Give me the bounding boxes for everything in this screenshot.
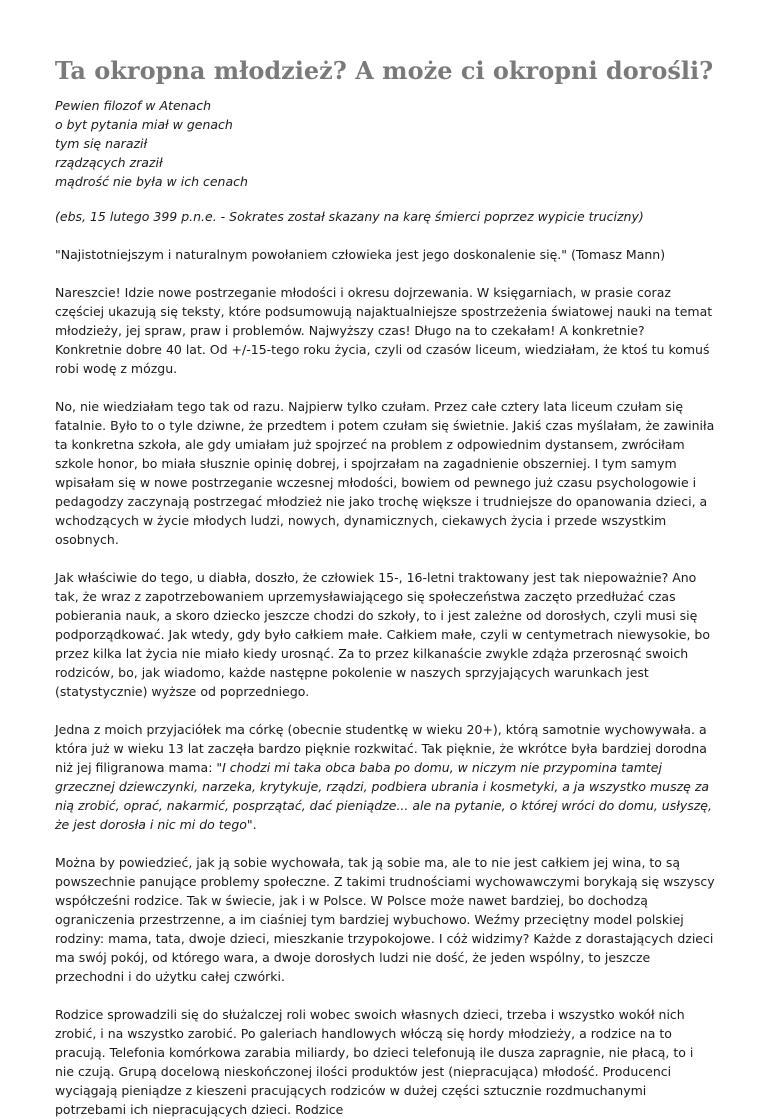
- poem-line: mądrość nie była w ich cenach: [55, 174, 248, 189]
- historical-note: (ebs, 15 lutego 399 p.n.e. - Sokrates został skazany na karę śmierci poprzez wypicie trucizny): [55, 209, 644, 224]
- paragraph: Rodzice sprowadzili się do służalczej roli wobec swoich własnych dzieci, trzeba i wszystko wokół nich zrobić, i na wszystko zarobić. Po galeriach handlowych włóczą się hordy młodzieży, a rodzice na to pracują. Telefonia komórkowa zarabia miliardy, bo dzieci telefonują ile dusza zapragnie, nie płacą, to i nie czują. Grupą docelową nieskończonej ilości produktów jest (niepracująca) młodość. Producenci wyciągają pieniądze z kieszeni pracujących rodziców w dużej części sztucznie rozdmuchanymi potrzebami ich niepracujących dzieci. Rodzice: [55, 1007, 694, 1117]
- poem-line: rządzących zraził: [55, 155, 163, 170]
- epigraph-quote: "Najistotniejszym i naturalnym powołaniem człowieka jest jego doskonalenie się." (Tomasz Mann): [55, 247, 666, 262]
- article-body: [55, 96, 715, 1119]
- paragraph-text: ".: [246, 817, 257, 832]
- paragraph: No, nie wiedziałam tego tak od razu. Najpierw tylko czułam. Przez całe cztery lata liceum czułam się fatalnie. Było to o tyle dziwne, że przedtem i potem czułam się świetnie. Jakiś czas myślałam, że zawiniła ta konkretna szkoła, ale gdy umiałam już spojrzeć na problem z odpowiednim dystansem, zwróciłam szkole honor, bo miała słusznie opinię dobrej, i spojrzałam na zagadnienie obszerniej. I tym samym wpisałam się w nowe postrzeganie wczesnej młodości, bowiem od pewnego już czasu psychologowie i pedagodzy zaczynają postrzegać młodzież nie jako trochę większe i trudniejsze do opanowania dzieci, a wchodzących w życie młodych ludzi, nowych, dynamicznych, ciekawych życia i przede wszystkim osobnych.: [55, 399, 715, 547]
- poem-line: o byt pytania miał w genach: [55, 117, 233, 132]
- poem: [55, 96, 715, 191]
- paragraph-quote: I chodzi mi taka obca baba po domu, w niczym nie przypomina tamtej grzecznej dziewczynki, narzeka, krytykuje, rządzi, podbiera ubrania i kosmetyki, a ja wszystko muszę za nią zrobić, oprać, nakarmić, posprzątać, dać pieniądze... ale na pytanie, o której wróci do domu, usłyszę, że jest dorosła i nic mi do tego: [55, 760, 712, 832]
- poem-line: tym się naraził: [55, 136, 148, 151]
- article-title: Ta okropna młodzież? A może ci okropni dorośli?: [54, 56, 714, 85]
- paragraph-text: Jedna z moich przyjaciółek ma córkę (obecnie studentkę w wieku 20+), którą samotnie wychowywała. a która już w wieku 13 lat zaczęła bardzo pięknie rozkwitać. Tak pięknie, że wkrótce była bardziej dorodna niż jej filigranowa mama: ": [55, 722, 707, 775]
- paragraph: Jak właściwie do tego, u diabła, doszło, że człowiek 15-, 16-letni traktowany jest tak niepoważnie? Ano tak, że wraz z zapotrzebowaniem uprzemysławiającego się społeczeństwa zaczęto przedłużać czas pobierania nauk, a skoro dziecko jeszcze chodzi do szkoły, to i jest zależne od dorosłych, czyli musi się podporządkować. Jak wtedy, gdy było całkiem małe. Całkiem małe, czyli w centymetrach niewysokie, bo przez kilka lat życia nie miało kiedy urosnąć. Za to przez kilkanaście zwykle zdąża przerosnąć swoich rodziców, bo, jak wiadomo, każde następne pokolenie w naszych sprzyjających warunkach jest (statystycznie) wyższe od poprzedniego.: [55, 570, 710, 699]
- paragraph-friend-story: [55, 720, 715, 834]
- paragraph: Można by powiedzieć, jak ją sobie wychowała, tak ją sobie ma, ale to nie jest całkiem jej wina, to są powszechnie panujące problemy społeczne. Z takimi trudnościami wychowawczymi borykają się wszyscy współcześni rodzice. Tak w świecie, jak i w Polsce. W Polsce może nawet bardziej, bo dochodzą ograniczenia przestrzenne, a im ciaśniej tym bardziej wybuchowo. Weźmy przeciętny model polskiej rodziny: mama, tata, dwoje dzieci, mieszkanie trzypokojowe. I cóż widzimy? Każde z dorastających dzieci ma swój pokój, od którego wara, a dwoje dorosłych ludzi nie dość, że jeden wspólny, to jeszcze przechodni i do użytku całej czwórki.: [55, 855, 715, 984]
- poem-line: Pewien filozof w Atenach: [55, 98, 212, 113]
- paragraph: Nareszcie! Idzie nowe postrzeganie młodości i okresu dojrzewania. W księgarniach, w prasie coraz częściej ukazują się teksty, które podsumowują najaktualniejsze spostrzeżenia światowej nauki na temat młodzieży, jej spraw, praw i problemów. Najwyższy czas! Długo na to czekałam! A konkretnie? Konkretnie dobre 40 lat. Od +/-15-tego roku życia, czyli od czasów liceum, wiedziałam, że ktoś tu komuś robi wodę z mózgu.: [55, 285, 713, 376]
